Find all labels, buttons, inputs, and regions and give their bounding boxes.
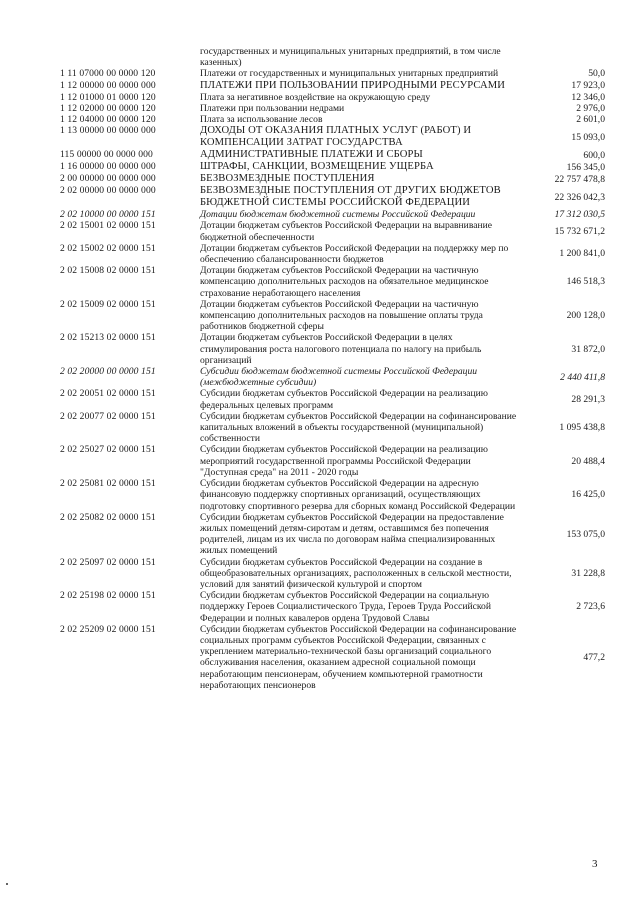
budget-code: 1 12 00000 00 0000 000	[60, 79, 156, 91]
revenue-amount: 12 346,0	[571, 91, 605, 103]
budget-code: 2 02 10000 00 0000 151	[60, 209, 156, 221]
revenue-name: Дотации бюджетам субъектов Российской Федерации на частичную компенсацию дополнительных расходов на повышение оплаты труда работников бюджетной сферы	[200, 298, 483, 333]
budget-code: 2 02 25027 02 0000 151	[60, 444, 156, 456]
revenue-amount: 2 440 411,8	[560, 371, 605, 383]
revenue-name: ШТРАФЫ, САНКЦИИ, ВОЗМЕЩЕНИЕ УЩЕРБА	[200, 161, 434, 173]
table-row	[60, 149, 605, 161]
table-row	[60, 103, 605, 114]
budget-code: 2 02 15002 02 0000 151	[60, 242, 156, 254]
table-row	[60, 68, 605, 79]
revenue-amount: 31 228,8	[571, 567, 605, 579]
revenue-name: государственных и муниципальных унитарных предприятий, в том числе казенных)	[200, 46, 501, 69]
revenue-amount: 28 291,3	[571, 394, 605, 406]
table-row	[60, 114, 605, 125]
revenue-amount: 600,0	[583, 149, 605, 161]
revenue-name: Субсидии бюджетам субъектов Российской Федерации на софинансирование капитальных вложений в объекты государственной (муниципальной) собственности	[200, 410, 517, 445]
revenue-name: Субсидии бюджетам субъектов Российской Федерации на предоставление жилых помещений детям-сиротам и детям, оставшимся без попечения родителей, лицам из их числа по договорам найма специализированных жилых помещений	[200, 511, 504, 557]
revenue-amount: 22 757 478,8	[554, 173, 605, 185]
table-row	[60, 243, 605, 265]
revenue-amount: 17 923,0	[571, 80, 605, 91]
table-row	[60, 590, 605, 624]
table-row	[60, 46, 605, 68]
revenue-amount: 146 518,3	[566, 276, 605, 288]
revenue-amount: 2 601,0	[576, 114, 605, 126]
budget-code: 2 02 15213 02 0000 151	[60, 332, 156, 344]
budget-code: 2 02 20077 02 0000 151	[60, 410, 156, 422]
budget-code: 2 00 00000 00 0000 000	[60, 173, 156, 185]
table-row	[60, 185, 605, 209]
budget-code: 2 02 25081 02 0000 151	[60, 478, 156, 490]
table-row	[60, 388, 605, 410]
revenue-name: Платежи от государственных и муниципальных унитарных предприятий	[200, 68, 499, 80]
budget-code: 1 12 02000 00 0000 120	[60, 102, 156, 114]
table-row	[60, 512, 605, 557]
revenue-name: Дотации бюджетам субъектов Российской Федерации на поддержку мер по обеспечению сбалансированности бюджетов	[200, 242, 509, 266]
budget-code: 1 16 00000 00 0000 000	[60, 161, 156, 173]
revenue-amount: 1 200 841,0	[559, 248, 605, 260]
revenue-amount: 2 976,0	[576, 102, 605, 114]
budget-code: 2 02 20000 00 0000 151	[60, 366, 156, 378]
revenue-name: Плата за использование лесов	[200, 114, 323, 126]
revenue-name: Субсидии бюджетам субъектов Российской Федерации на реализацию федеральных целевых программ	[200, 388, 488, 411]
revenue-amount: 16 425,0	[571, 489, 605, 501]
revenue-amount: 15 093,0	[571, 131, 605, 143]
budget-code: 2 02 20051 02 0000 151	[60, 388, 156, 400]
revenue-name: БЕЗВОЗМЕЗДНЫЕ ПОСТУПЛЕНИЯ ОТ ДРУГИХ БЮДЖЕТОВ БЮДЖЕТНОЙ СИСТЕМЫ РОССИЙСКОЙ ФЕДЕРАЦИИ	[200, 185, 501, 209]
revenue-amount: 2 723,6	[576, 601, 605, 613]
revenue-amount: 200 128,0	[566, 310, 605, 322]
revenue-name: Субсидии бюджетам субъектов Российской Федерации на социальную поддержку Героев Социалистического Труда, Героев Труда Российской Федерации и полных кавалеров ордена Трудовой Славы	[200, 590, 491, 624]
budget-code: 115 00000 00 0000 000	[60, 149, 153, 161]
revenue-name: Субсидии бюджетам субъектов Российской Федерации на софинансирование социальных программ субъектов Российской Федерации, связанных с укреплением материально-технической базы организаций социального обслуживания населения, оказанием адресной социальной помощи неработающим пенсионерам, обучением компьютерной грамотности неработающих пенсионеров	[200, 623, 517, 691]
budget-code: 2 02 00000 00 0000 000	[60, 185, 156, 197]
revenue-name: Субсидии бюджетам субъектов Российской Федерации на адресную финансовую поддержку спортивных организаций, осуществляющих подготовку спортивного резерва для сборных команд Российской Федерации	[200, 478, 516, 512]
page-number: 3	[592, 858, 598, 870]
revenue-amount: 20 488,4	[571, 455, 605, 467]
table-row	[60, 220, 605, 242]
revenue-name: Дотации бюджетам субъектов Российской Федерации в целях стимулирования роста налогового потенциала по налогу на прибыль организаций	[200, 332, 482, 366]
revenue-amount: 31 872,0	[571, 343, 605, 355]
revenue-name: Субсидии бюджетам бюджетной системы Российской Федерации (межбюджетные субсидии)	[200, 366, 478, 389]
table-row	[60, 366, 605, 388]
table-row	[60, 411, 605, 445]
revenue-name: Дотации бюджетам бюджетной системы Российской Федерации	[200, 209, 476, 221]
revenue-name: ПЛАТЕЖИ ПРИ ПОЛЬЗОВАНИИ ПРИРОДНЫМИ РЕСУРСАМИ	[200, 79, 506, 91]
budget-code: 1 11 07000 00 0000 120	[60, 68, 156, 80]
revenue-amount: 1 095 438,8	[559, 422, 605, 434]
budget-code: 2 02 25082 02 0000 151	[60, 511, 156, 523]
budget-code: 1 12 01000 01 0000 120	[60, 91, 156, 103]
revenue-name: Дотации бюджетам субъектов Российской Федерации на частичную компенсацию дополнительных расходов на обязательное медицинское страхование неработающего населения	[200, 265, 489, 299]
revenue-name: Субсидии бюджетам субъектов Российской Федерации на реализацию мероприятий государственной программы Российской Федерации "Доступная среда" на 2011 - 2020 годы	[200, 444, 488, 478]
table-row	[60, 478, 605, 512]
budget-code: 2 02 25198 02 0000 151	[60, 590, 156, 602]
revenue-name: Дотации бюджетам субъектов Российской Федерации на выравнивание бюджетной обеспеченности	[200, 220, 493, 243]
revenue-amount: 15 732 671,2	[554, 226, 605, 238]
budget-code: 1 13 00000 00 0000 000	[60, 125, 156, 137]
table-row	[60, 557, 605, 591]
table-row	[60, 173, 605, 185]
table-row	[60, 209, 605, 220]
revenue-amount: 156 345,0	[566, 161, 605, 173]
budget-code: 2 02 15008 02 0000 151	[60, 265, 156, 277]
budget-revenue-table	[60, 46, 605, 691]
revenue-amount: 153 075,0	[566, 528, 605, 540]
revenue-name: Плата за негативное воздействие на окружающую среду	[200, 91, 431, 103]
table-row	[60, 125, 605, 149]
table-row	[60, 92, 605, 103]
table-row	[60, 161, 605, 173]
table-row	[60, 624, 605, 691]
budget-code: 1 12 04000 00 0000 120	[60, 114, 156, 126]
table-row	[60, 299, 605, 333]
table-row	[60, 332, 605, 366]
revenue-amount: 50,0	[588, 68, 605, 80]
budget-code: 2 02 25209 02 0000 151	[60, 623, 156, 635]
revenue-name: ДОХОДЫ ОТ ОКАЗАНИЯ ПЛАТНЫХ УСЛУГ (РАБОТ) И КОМПЕНСАЦИИ ЗАТРАТ ГОСУДАРСТВА	[200, 125, 472, 149]
revenue-name: АДМИНИСТРАТИВНЫЕ ПЛАТЕЖИ И СБОРЫ	[200, 149, 423, 161]
revenue-amount: 22 326 042,3	[554, 191, 605, 203]
revenue-name: БЕЗВОЗМЕЗДНЫЕ ПОСТУПЛЕНИЯ	[200, 173, 375, 185]
budget-code: 2 02 25097 02 0000 151	[60, 556, 156, 568]
budget-code: 2 02 15001 02 0000 151	[60, 220, 156, 232]
revenue-name: Субсидии бюджетам субъектов Российской Федерации на создание в общеобразовательных организациях, расположенных в сельской местности, условий для занятий физической культурой и спортом	[200, 556, 512, 590]
revenue-amount: 477,2	[583, 651, 605, 663]
revenue-amount: 17 312 030,5	[554, 209, 605, 221]
table-row	[60, 444, 605, 478]
scan-mark	[6, 883, 8, 885]
revenue-name: Платежи при пользовании недрами	[200, 102, 345, 114]
table-row	[60, 80, 605, 92]
budget-code: 2 02 15009 02 0000 151	[60, 298, 156, 310]
table-row	[60, 265, 605, 299]
